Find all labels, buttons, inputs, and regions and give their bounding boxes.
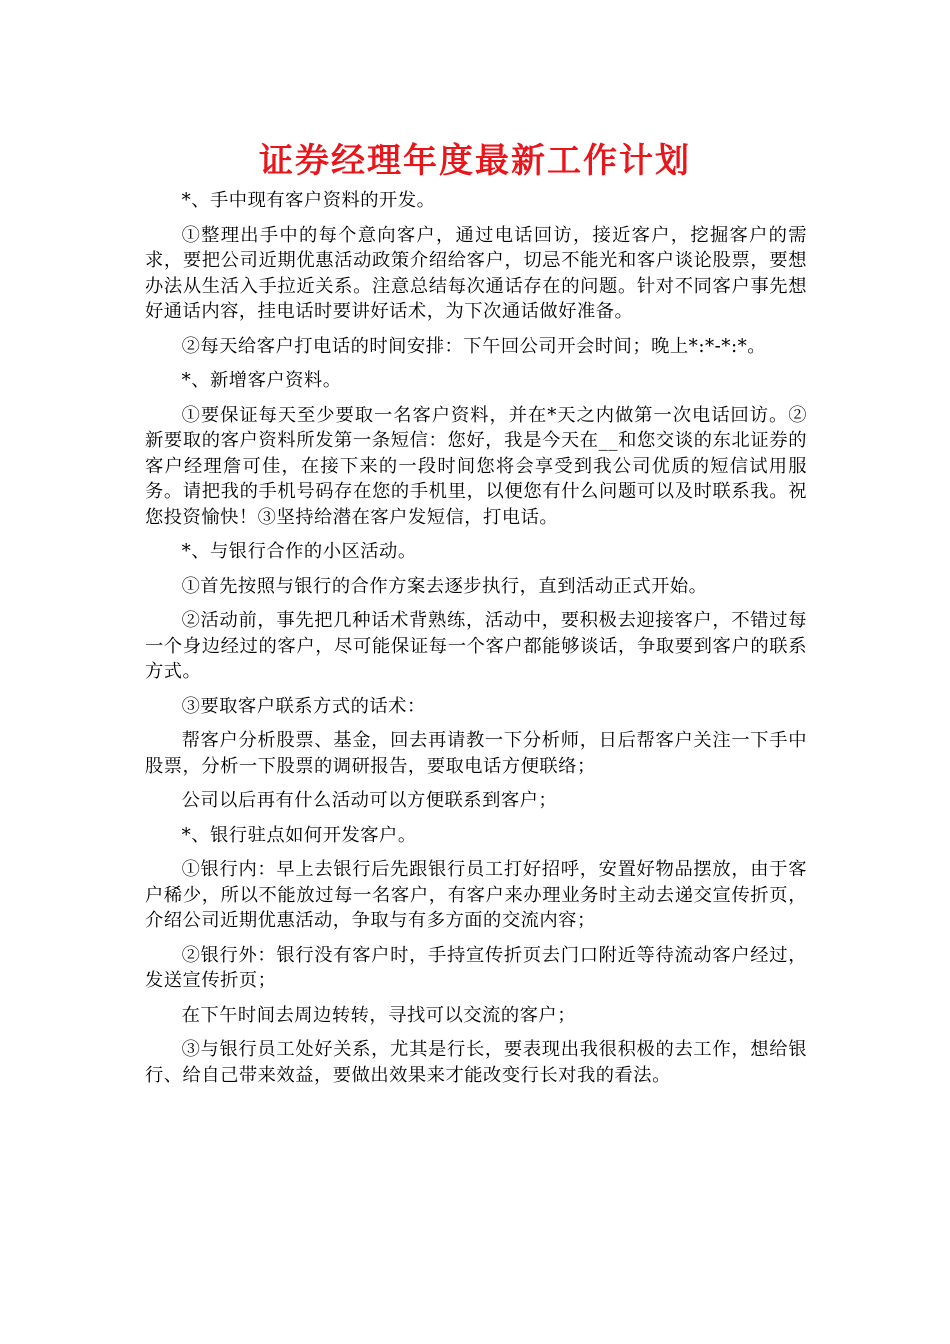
paragraph: ②银行外：银行没有客户时，手持宣传折页去门口附近等待流动客户经过，发送宣传折页；	[145, 944, 807, 991]
section-heading-4: *、银行驻点如何开发客户。	[181, 824, 417, 846]
paragraph: ①整理出手中的每个意向客户，通过电话回访，接近客户，挖掘客户的需求，要把公司近期优惠活动政策介绍给客户，切忌不能光和客户谈论股票，要想办法从生活入手拉近关系。注意总结每次通话存在的问题。针对不同客户事先想好通话内容，挂电话时要讲好话术，为下次通话做好准备。	[145, 224, 807, 322]
paragraph: 在下午时间去周边转转，寻找可以交流的客户；	[181, 1004, 576, 1026]
section-heading-3: *、与银行合作的小区活动。	[181, 541, 417, 562]
paragraph: ①银行内：早上去银行后先跟银行员工打好招呼，安置好物品摆放，由于客户稀少，所以不能放过每一名客户，有客户来办理业务时主动去递交宣传折页，介绍公司近期优惠活动，争取与有多方面的交流内容；	[145, 859, 807, 931]
paragraph: ②活动前，事先把几种话术背熟练，活动中，要积极去迎接客户，不错过每一个身边经过的客户，尽可能保证每一个客户都能够谈话，争取要到客户的联系方式。	[145, 610, 807, 682]
section-heading-1: *、手中现有客户资料的开发。	[181, 190, 436, 211]
paragraph: ②每天给客户打电话的时间安排：下午回公司开会时间；晚上*:*-*:*。	[181, 335, 767, 357]
paragraph: ③要取客户联系方式的话术：	[181, 695, 426, 717]
document-body	[145, 188, 807, 1097]
section-heading-2: *、新增客户资料。	[181, 370, 342, 391]
paragraph: 帮客户分析股票、基金，回去再请教一下分析师，日后帮客户关注一下手中股票，分析一下股票的调研报告，要取电话方便联络；	[145, 730, 807, 777]
page-title: 证券经理年度最新工作计划	[259, 141, 691, 181]
paragraph: ③与银行员工处好关系，尤其是行长，要表现出我很积极的去工作，想给银行、给自己带来效益，要做出效果来才能改变行长对我的看法。	[145, 1039, 807, 1086]
paragraph: ①要保证每天至少要取一名客户资料，并在*天之内做第一次电话回访。②新要取的客户资料所发第一条短信：您好，我是今天在__和您交谈的东北证券的客户经理詹可佳，在接下来的一段时间您将会享受到我公司优质的短信试用服务。请把我的手机号码存在您的手机里，以便您有什么问题可以及时联系我。祝您投资愉快！③坚持给潜在客户发短信，打电话。	[145, 404, 807, 528]
paragraph: ①首先按照与银行的合作方案去逐步执行，直到活动正式开始。	[181, 575, 708, 597]
paragraph: 公司以后再有什么活动可以方便联系到客户；	[181, 790, 558, 811]
